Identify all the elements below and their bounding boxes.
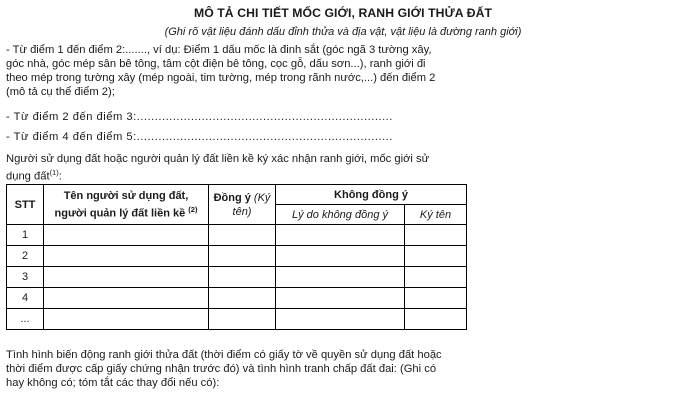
row-number: 2	[7, 246, 44, 267]
header-agree-italic: (Ký	[250, 191, 271, 204]
table-row	[7, 288, 467, 309]
header-name-line-2	[44, 203, 208, 221]
point-1-line-1: - Từ điểm 1 đến điểm 2:......., ví dụ: Điểm 1 dấu mốc là đinh sắt (góc ngã 3 tường xây,	[6, 44, 432, 56]
row-number: 4	[7, 288, 44, 309]
row-number: ...	[7, 309, 44, 330]
cell-agree[interactable]	[209, 225, 276, 246]
header-agree	[209, 185, 276, 225]
footer-line-2: thời điểm được cấp giấy chứng nhận trước đó) và tình hình tranh chấp đất đai: (Ghi có	[6, 363, 437, 375]
cell-reason[interactable]	[276, 288, 405, 309]
footnote-2-mark: (2)	[188, 204, 198, 214]
cell-reason[interactable]	[276, 225, 405, 246]
document-subtitle: (Ghi rõ vật liệu đánh dấu đỉnh thửa và địa vật, vật liệu là đường ranh giới)	[164, 26, 522, 38]
table-row	[7, 267, 467, 288]
cell-name[interactable]	[44, 288, 209, 309]
cell-agree[interactable]	[209, 246, 276, 267]
point-1-to-2-description	[6, 43, 468, 99]
cell-name[interactable]	[44, 246, 209, 267]
boundary-confirmation-table	[6, 184, 467, 330]
cell-agree[interactable]	[209, 267, 276, 288]
signing-intro	[6, 152, 468, 184]
header-agree-line-1	[209, 191, 275, 205]
table-row	[7, 309, 467, 330]
header-stt: STT	[7, 185, 44, 225]
row-number: 1	[7, 225, 44, 246]
cell-reason[interactable]	[276, 309, 405, 330]
footer-line-3: hay không có; tóm tắt các thay đổi nếu có):	[6, 377, 220, 389]
table-row	[7, 225, 467, 246]
cell-name[interactable]	[44, 225, 209, 246]
document-title: MÔ TẢ CHI TIẾT MỐC GIỚI, RANH GIỚI THỬA ĐẤT	[193, 6, 493, 20]
signing-intro-text: dụng đất	[6, 170, 50, 183]
header-name-line-1: Tên người sử dụng đất,	[63, 189, 189, 202]
cell-name[interactable]	[44, 267, 209, 288]
table-row	[7, 246, 467, 267]
cell-reason[interactable]	[276, 246, 405, 267]
cell-name[interactable]	[44, 309, 209, 330]
cell-reason[interactable]	[276, 267, 405, 288]
header-agree-line-2: tên)	[232, 205, 252, 218]
cell-sign[interactable]	[405, 225, 467, 246]
signing-intro-colon: :	[58, 170, 62, 183]
point-4-to-5: - Từ điểm 4 đến điểm 5:.......................................................................	[6, 131, 393, 143]
footer-line-1: Tình hình biến động ranh giới thửa đất (thời điểm có giấy tờ về quyền sử dụng đất hoặc	[6, 349, 442, 361]
header-sign: Ký tên	[405, 205, 467, 225]
cell-sign[interactable]	[405, 246, 467, 267]
header-disagree: Không đồng ý	[276, 185, 467, 205]
cell-agree[interactable]	[209, 309, 276, 330]
row-number: 3	[7, 267, 44, 288]
cell-sign[interactable]	[405, 309, 467, 330]
signing-intro-line-1: Người sử dụng đất hoặc người quản lý đất liền kề ký xác nhận ranh giới, mốc giới sử	[6, 153, 430, 165]
point-1-line-2: góc nhà, góc mép sân bê tông, tâm cột điện bê tông, cọc gỗ, dấu sơn...), ranh giới đi	[6, 58, 426, 70]
cell-sign[interactable]	[405, 267, 467, 288]
cell-agree[interactable]	[209, 288, 276, 309]
cell-sign[interactable]	[405, 288, 467, 309]
header-agree-bold: Đồng ý	[213, 191, 251, 204]
signing-intro-line-2	[6, 166, 468, 184]
boundary-change-note	[6, 348, 468, 390]
header-reason: Lý do không đồng ý	[276, 205, 405, 225]
point-2-to-3: - Từ điểm 2 đến điểm 3:.......................................................................	[6, 111, 393, 123]
point-1-line-4: (mô tả cụ thể điểm 2);	[6, 86, 115, 98]
point-1-line-3: theo mép trong tường xây (mép ngoài, tim tường, mép trong rãnh nước,...) đến điểm 2	[6, 72, 436, 84]
header-name-text: người quản lý đất liền kề	[54, 207, 186, 220]
footnote-1-mark: (1)	[49, 168, 59, 177]
header-neighbor-name	[44, 185, 209, 225]
